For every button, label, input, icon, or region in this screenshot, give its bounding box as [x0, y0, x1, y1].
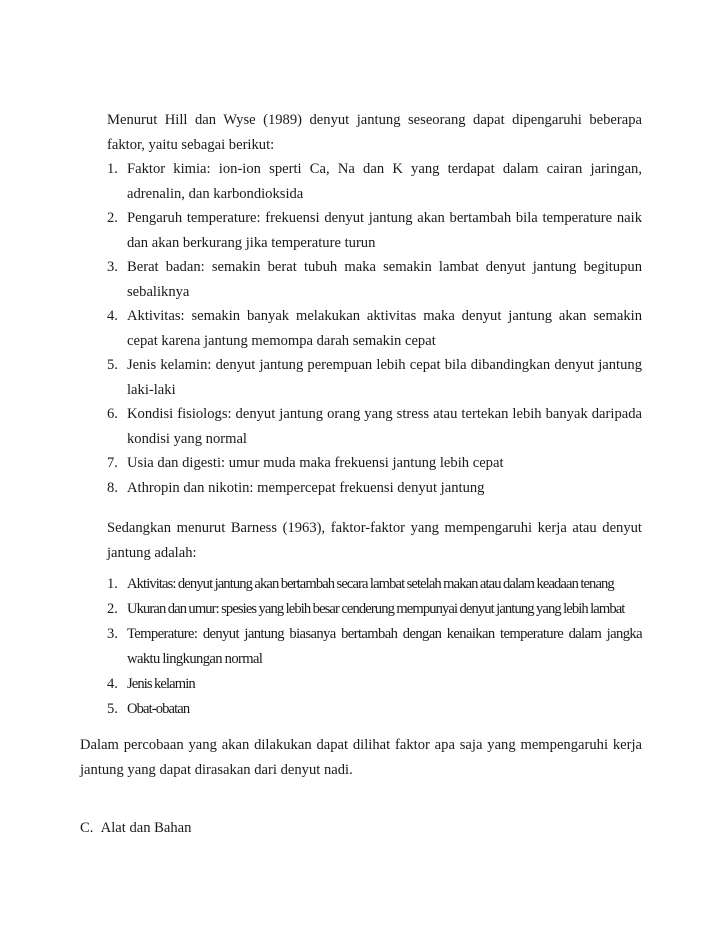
list-item-text: Kondisi fisiologs: denyut jantung orang yang stress atau tertekan lebih banyak daripada kondisi yang normal	[127, 406, 642, 447]
barness-paragraph: Sedangkan menurut Barness (1963), faktor-faktor yang mempengaruhi kerja atau denyut jantung adalah:	[107, 520, 642, 561]
list-item	[107, 572, 642, 597]
list-item-text: Aktivitas: denyut jantung akan bertambah secara lambat setelah makan atau dalam keadaan tenang	[127, 576, 614, 592]
list-number: 4.	[107, 676, 118, 692]
barness-factor-list	[107, 572, 642, 722]
list-item	[107, 476, 642, 501]
list-item-text: Usia dan digesti: umur muda maka frekuensi jantung lebih cepat	[127, 455, 504, 471]
section-heading: C. Alat dan Bahan	[80, 820, 192, 836]
list-item-text: Berat badan: semakin berat tubuh maka semakin lambat denyut jantung begitupun sebaliknya	[127, 259, 642, 300]
hill-wyse-factor-list	[107, 157, 642, 500]
list-item-text: Obat-obatan	[127, 701, 190, 717]
list-number: 5.	[107, 357, 118, 373]
list-item	[107, 672, 642, 697]
list-item-text: Aktivitas: semakin banyak melakukan aktivitas maka denyut jantung akan semakin cepat karena jantung memompa darah semakin cepat	[127, 308, 642, 349]
list-item	[107, 353, 642, 402]
list-number: 1.	[107, 161, 118, 177]
list-number: 6.	[107, 406, 118, 422]
list-number: 3.	[107, 259, 118, 275]
list-item	[107, 697, 642, 722]
list-item-text: Pengaruh temperature: frekuensi denyut jantung akan bertambah bila temperature naik dan akan berkurang jika temperature turun	[127, 210, 642, 251]
list-number: 2.	[107, 210, 118, 226]
experiment-paragraph: Dalam percobaan yang akan dilakukan dapat dilihat faktor apa saja yang mempengaruhi kerja jantung yang dapat dirasakan dari denyut nadi.	[80, 737, 642, 778]
list-item	[107, 451, 642, 476]
list-item	[107, 157, 642, 206]
list-number: 8.	[107, 479, 118, 496]
list-item	[107, 622, 642, 672]
list-item-text: Ukuran dan umur: spesies yang lebih besar cenderung mempunyai denyut jantung yang lebih lambat	[127, 601, 625, 617]
list-item-text: Jenis kelamin: denyut jantung perempuan lebih cepat bila dibandingkan denyut jantung laki-laki	[127, 357, 642, 398]
list-number: 4.	[107, 308, 118, 324]
list-item-text: Faktor kimia: ion-ion sperti Ca, Na dan K yang terdapat dalam cairan jaringan, adrenalin, dan karbondioksida	[127, 161, 642, 202]
list-number: 3.	[107, 626, 118, 642]
list-item	[107, 206, 642, 255]
list-item	[107, 304, 642, 353]
list-number: 2.	[107, 601, 118, 617]
list-item	[107, 402, 642, 451]
list-number: 7.	[107, 455, 118, 471]
list-number: 1.	[107, 576, 118, 592]
list-item-text: Jenis kelamin	[127, 676, 195, 692]
list-number: 5.	[107, 701, 118, 717]
intro-paragraph: Menurut Hill dan Wyse (1989) denyut jantung seseorang dapat dipengaruhi beberapa faktor, yaitu sebagai berikut:	[107, 112, 642, 153]
list-item-text: Temperature: denyut jantung biasanya bertambah dengan kenaikan temperature dalam jangka waktu lingkungan normal	[127, 626, 642, 667]
list-item-text: Athropin dan nikotin: mempercepat frekuensi denyut jantung	[127, 479, 485, 496]
list-item	[107, 255, 642, 304]
list-item	[107, 597, 642, 622]
